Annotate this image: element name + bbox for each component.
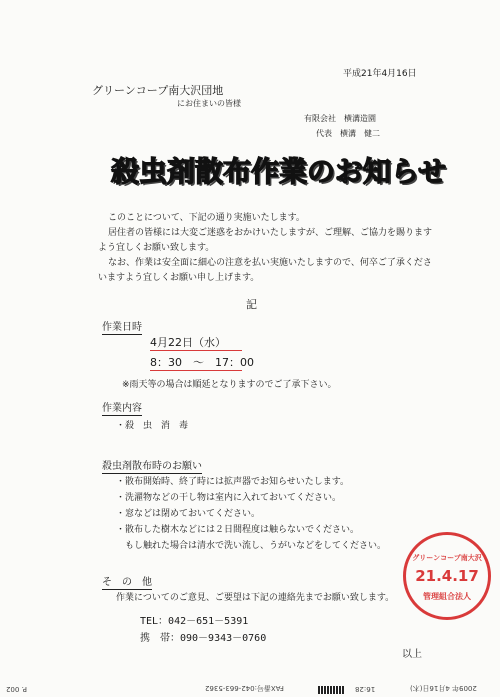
notice-title: 殺虫剤散布作業のお知らせ <box>111 155 447 188</box>
intro-line-5: いますよう宜しくお願い申し上げます。 <box>98 273 260 283</box>
stamp-org: グリーンコープ南大沢 <box>412 554 482 562</box>
schedule-heading: 作業日時 <box>102 318 142 335</box>
fax-number: FAX番号:042-663-5362 <box>205 684 284 692</box>
request-item: ・散布開始時、終了時には拡声器でお知らせいたします。 <box>116 477 350 487</box>
rain-note: ※雨天等の場合は順延となりますのでご了承下さい。 <box>122 380 337 390</box>
document-date: 平成21年4月16日 <box>343 69 417 79</box>
fax-time: 16:28 <box>355 685 376 693</box>
received-stamp <box>403 532 491 620</box>
other-heading: そ の 他 <box>102 573 152 590</box>
intro-line-4: なお、作業は安全面に細心の注意を払い実施いたしますので、何卒ご了承くださ <box>108 258 432 268</box>
intro-line-2: 居住者の皆様には大変ご迷惑をおかけいたしますが、ご理解、ご協力を賜ります <box>108 228 433 238</box>
stamp-date: 21.4.17 <box>415 567 479 585</box>
representative-name: 代表 横溝 健二 <box>316 129 380 138</box>
phone-number: TEL：042－651－5391 <box>140 616 249 627</box>
request-item: ・洗濯物などの干し物は室内に入れておいてください。 <box>116 493 342 503</box>
request-item: ・窓などは閉めておいてください。 <box>116 509 261 519</box>
request-item: ・散布した樹木などには２日間程度は触らないでください。 <box>116 525 360 535</box>
ki-heading: 記 <box>246 298 257 311</box>
intro-line-1: このことについて、下記の通り実施いたします。 <box>108 213 305 223</box>
request-item: もし触れた場合は清水で洗い流し、うがいなどをしてください。 <box>116 541 387 551</box>
recipient-suffix: にお住まいの皆様 <box>177 99 241 108</box>
fax-page-number: P. 002 <box>6 685 27 693</box>
mobile-number: 携 帯：090－9343－0760 <box>140 633 267 644</box>
recipient-name: グリーンコープ南大沢団地 <box>92 84 224 97</box>
schedule-date: 4月22日（水） <box>150 334 242 351</box>
fax-barcode <box>318 686 344 694</box>
schedule-time: 8：30 ～ 17：00 <box>150 356 254 369</box>
content-heading: 作業内容 <box>102 399 142 416</box>
intro-line-3: よう宜しくお願い致します。 <box>98 243 215 253</box>
stamp-org-type: 管理組合法人 <box>423 592 471 601</box>
fax-date: 2009年 4月16日(木) <box>410 684 477 692</box>
requests-heading: 殺虫剤散布時のお願い <box>102 457 202 474</box>
company-name: 有限会社 横溝造園 <box>304 114 376 123</box>
closing-text: 以上 <box>402 649 422 660</box>
content-item: ・殺 虫 消 毒 <box>116 421 189 431</box>
other-text: 作業についてのご意見、ご要望は下記の連絡先までお願い致します。 <box>116 593 395 603</box>
